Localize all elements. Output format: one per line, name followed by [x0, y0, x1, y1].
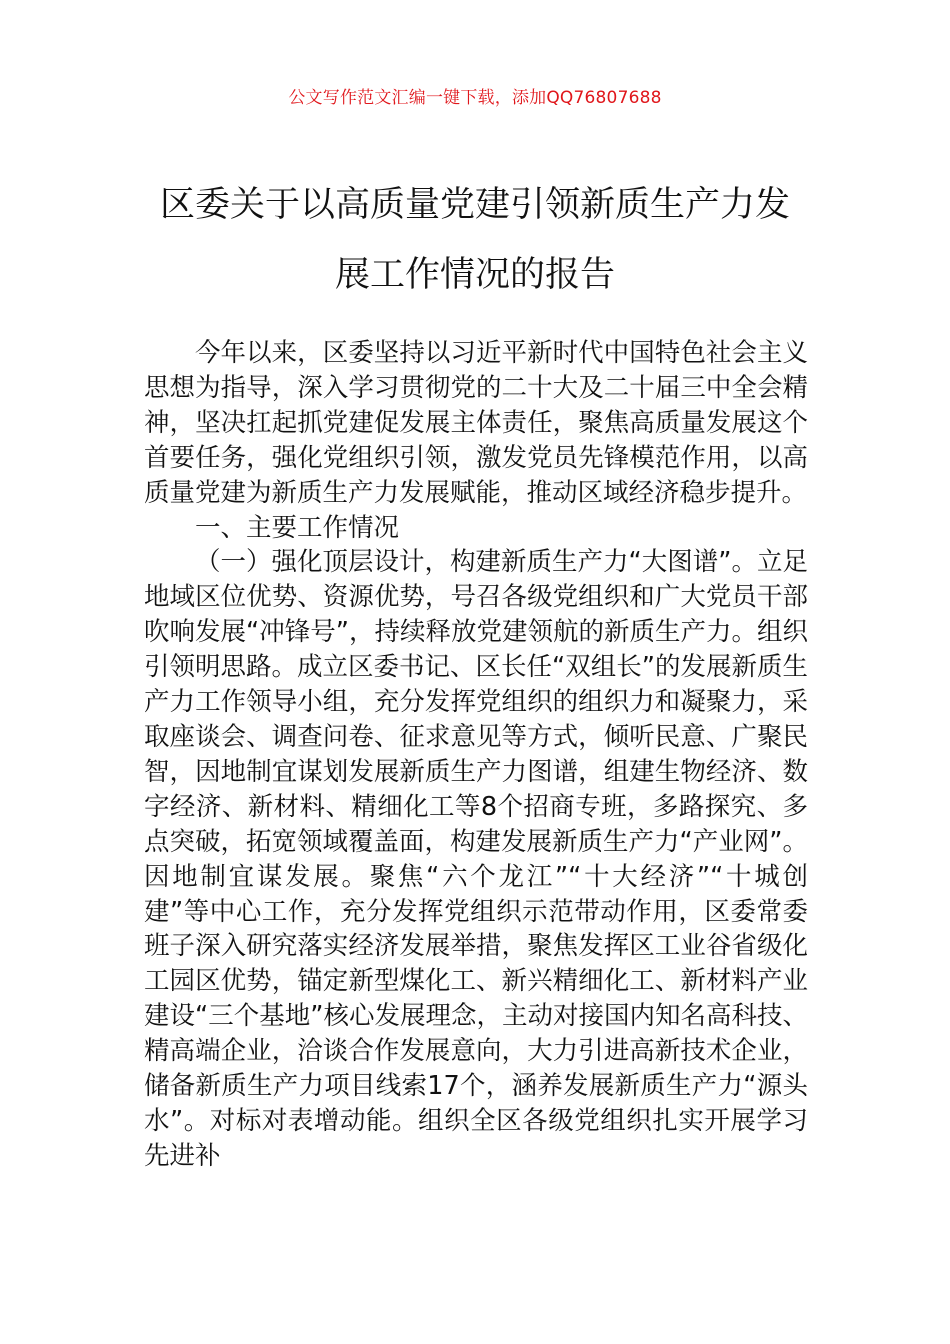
title-line-1: 区委关于以高质量党建引领新质生产力发: [159, 185, 790, 225]
section-heading: 一、主要工作情况: [195, 512, 400, 543]
paragraph-intro: 今年以来，区委坚持以习近平新时代中国特色社会主义思想为指导，深入学习贯彻党的二十大及二十届三中全会精神，坚决扛起抓党建促发展主体责任，聚焦高质量发展这个首要任务，强化党组织引领，激发党员先锋模范作用，以高质量党建为新质生产力发展赋能，推动区域经济稳步提升。: [144, 338, 808, 508]
document-body: [144, 336, 808, 1174]
header-note: 公文写作范文汇编一键下载，添加QQ76807688: [288, 88, 662, 108]
document-title: [130, 170, 820, 310]
title-line-2: 展工作情况的报告: [334, 255, 615, 295]
paragraph-section-1: （一）强化顶层设计，构建新质生产力“大图谱”。立足地域区位优势、资源优势，号召各级党组织和广大党员干部吹响发展“冲锋号”，持续释放党建领航的新质生产力。组织引领明思路。成立区委书记、区长任“双组长”的发展新质生产力工作领导小组，充分发挥党组织的组织力和凝聚力，采取座谈会、调查问卷、征求意见等方式，倾听民意、广聚民智，因地制宜谋划发展新质生产力图谱，组建生物经济、数字经济、新材料、精细化工等8个招商专班，多路探究、多点突破，拓宽领域覆盖面，构建发展新质生产力“产业网”。因地制宜谋发展。聚焦“六个龙江”“十大经济”“十城创建”等中心工作，充分发挥党组织示范带动作用，区委常委班子深入研究落实经济发展举措，聚焦发挥区工业谷省级化工园区优势，锚定新型煤化工、新兴精细化工、新材料产业建设“三个基地”核心发展理念，主动对接国内知名高科技、精高端企业，洽谈合作发展意向，大力引进高新技术企业，储备新质生产力项目线索17个，涵养发展新质生产力“源头水”。对标对表增动能。组织全区各级党组织扎实开展学习先进补: [144, 547, 808, 1171]
